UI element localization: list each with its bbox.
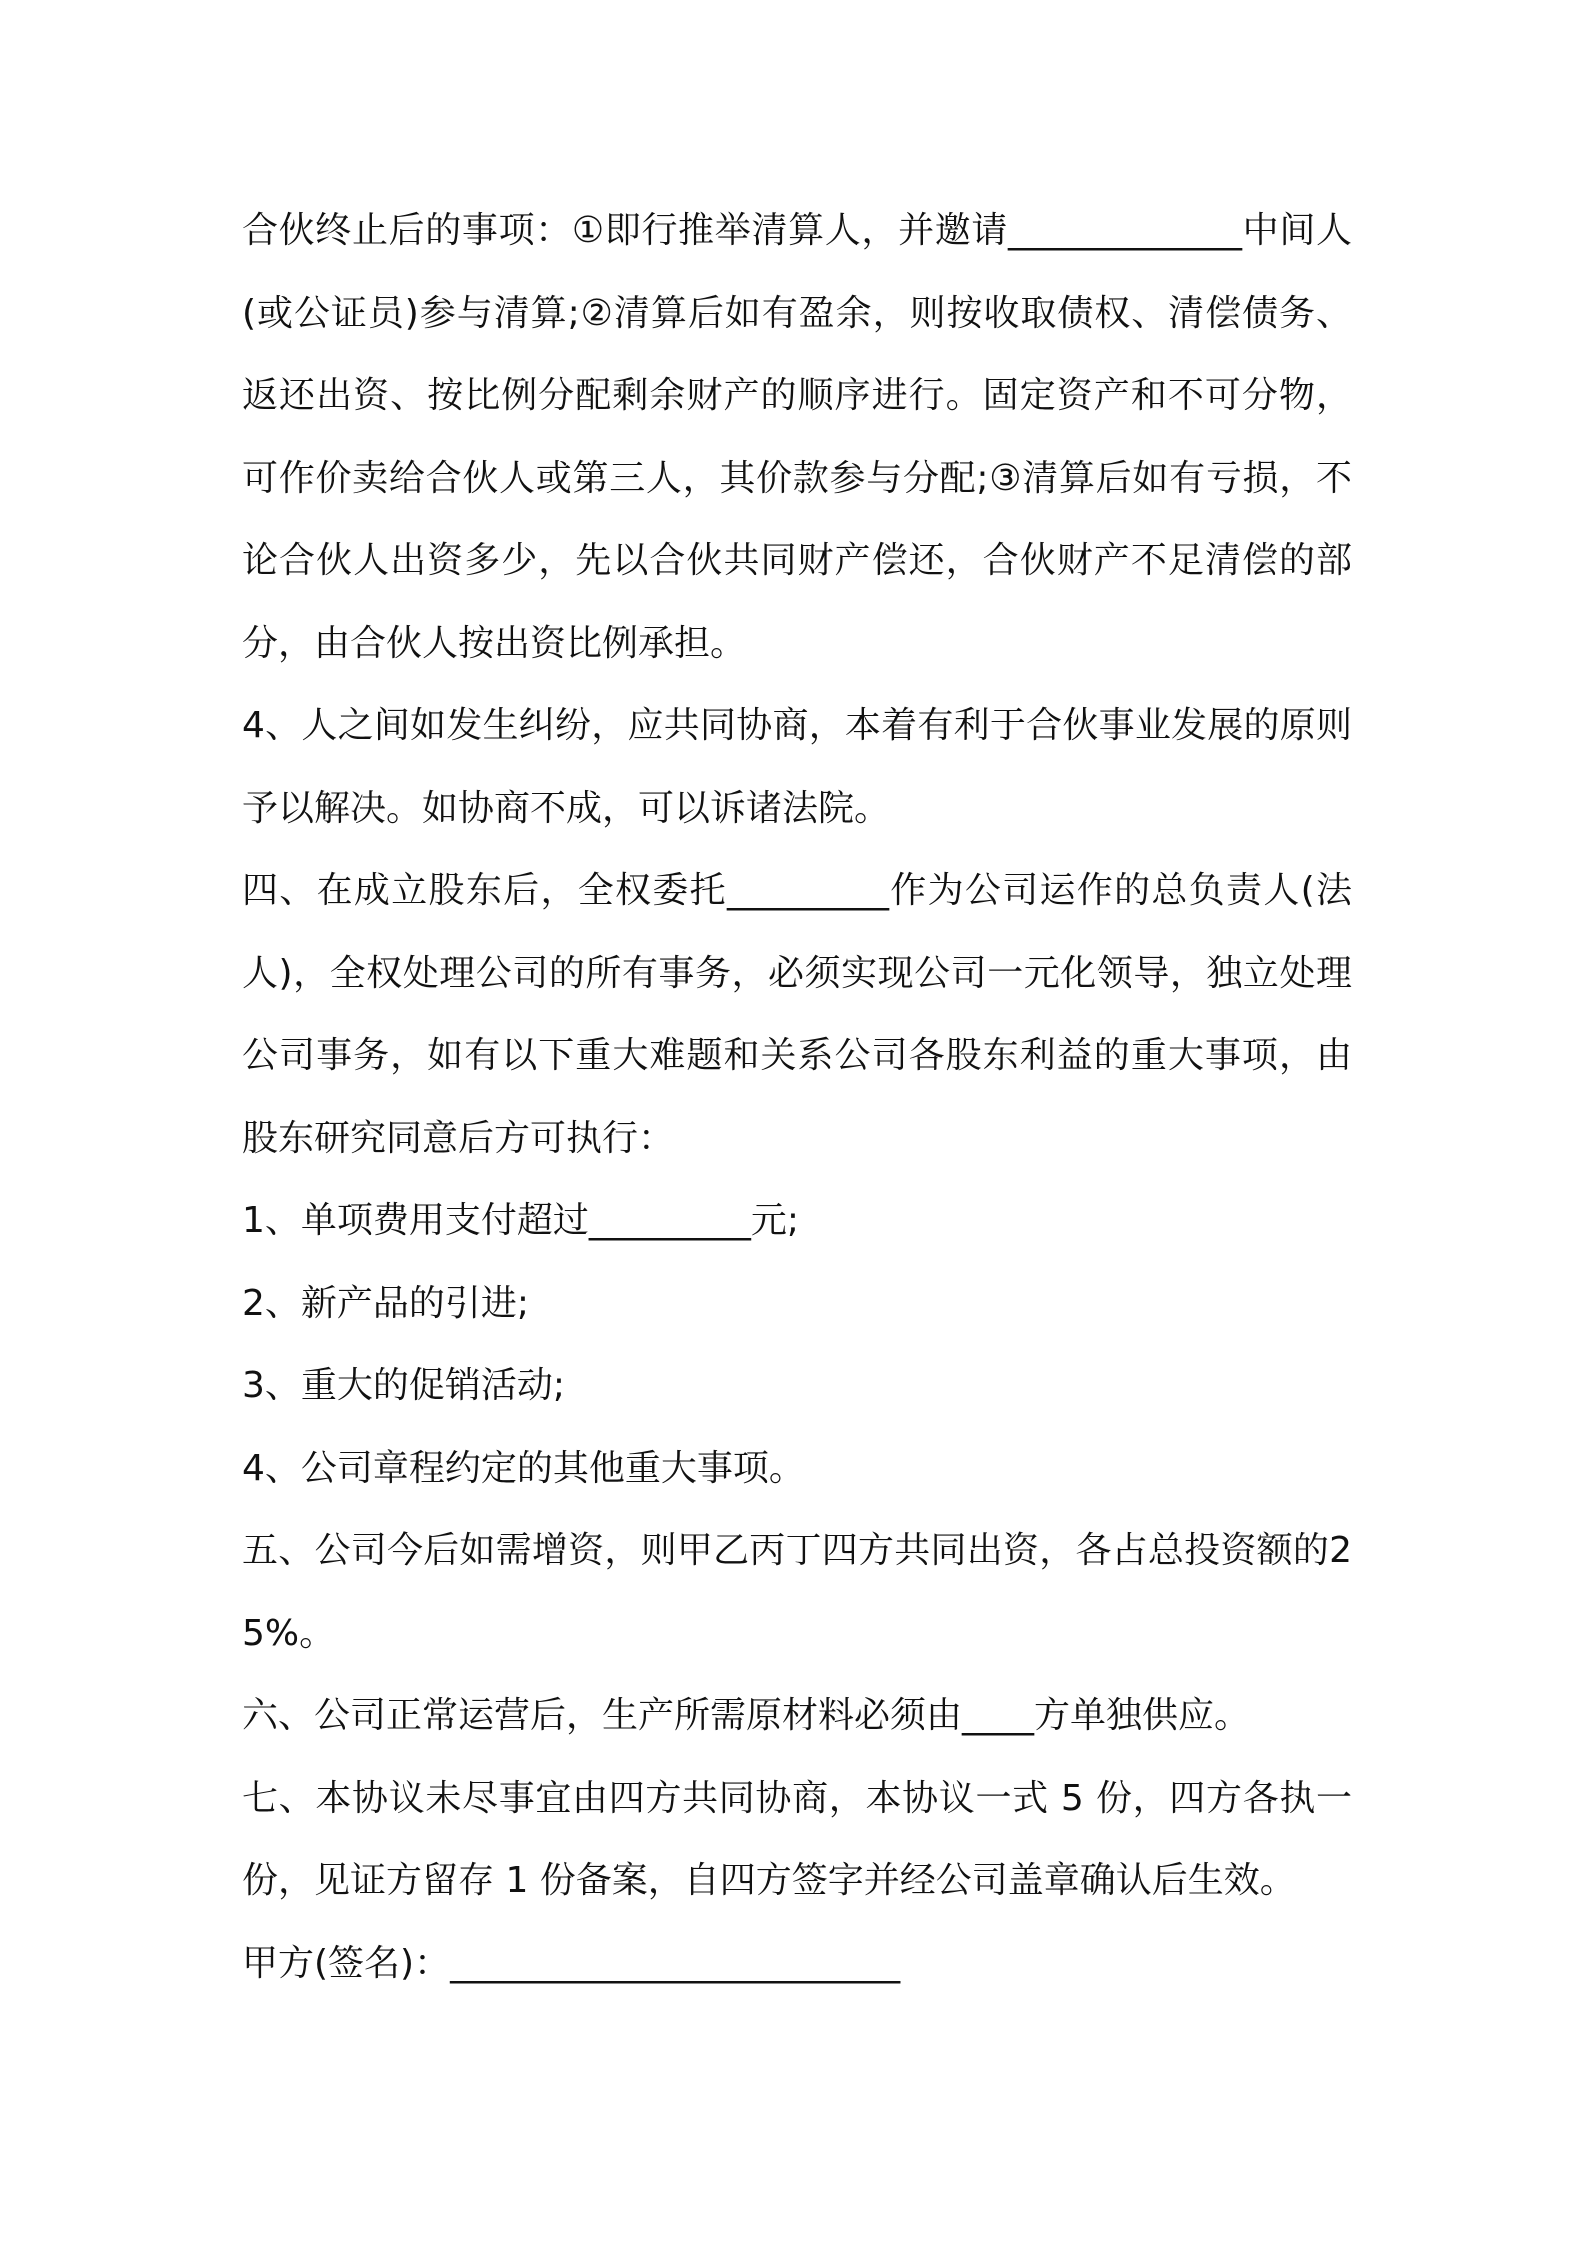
list-item-expense-limit: 1、单项费用支付超过_________元; xyxy=(242,1200,800,1241)
paragraph-section-six: 六、公司正常运营后，生产所需原材料必须由____方单独供应。 xyxy=(242,1695,1251,1736)
paragraph-dissolution-matters: 合伙终止后的事项：①即行推举清算人，并邀请_____________中间人(或公证员)参与清算;②清算后如有盈余，则按收取债权、清偿债务、返还出资、按比例分配剩余财产的顺序进行。固定资产和不可分物，可作价卖给合伙人或第三人，其价款参与分配;③清算后如有亏损，不论合伙人出资多少，先以合伙共同财产偿还，合伙财产不足清偿的部分，由合伙人按出资比例承担。 xyxy=(242,210,1352,664)
paragraph-section-five: 五、公司今后如需增资，则甲乙丙丁四方共同出资，各占总投资额的25%。 xyxy=(242,1530,1352,1654)
list-item-new-products: 2、新产品的引进; xyxy=(242,1282,530,1324)
paragraph-dispute-resolution: 4、人之间如发生纠纷，应共同协商，本着有利于合伙事业发展的原则予以解决。如协商不成，可以诉诸法院。 xyxy=(242,705,1352,829)
paragraph-section-four: 四、在成立股东后，全权委托_________作为公司运作的总负责人(法人)，全权处理公司的所有事务，必须实现公司一元化领导，独立处理公司事务，如有以下重大难题和关系公司各股东利益的重大事项，由股东研究同意后方可执行： xyxy=(242,870,1352,1159)
paragraph-section-seven: 七、本协议未尽事宜由四方共同协商，本协议一式 5 份，四方各执一份，见证方留存 1 份备案，自四方签字并经公司盖章确认后生效。 xyxy=(242,1777,1352,1901)
list-item-promotions: 3、重大的促销活动; xyxy=(242,1365,566,1406)
document-body xyxy=(242,190,1352,2005)
signature-line-party-a: 甲方(签名)：_________________________ xyxy=(242,1942,901,1984)
list-item-other-matters: 4、公司章程约定的其他重大事项。 xyxy=(242,1447,805,1489)
